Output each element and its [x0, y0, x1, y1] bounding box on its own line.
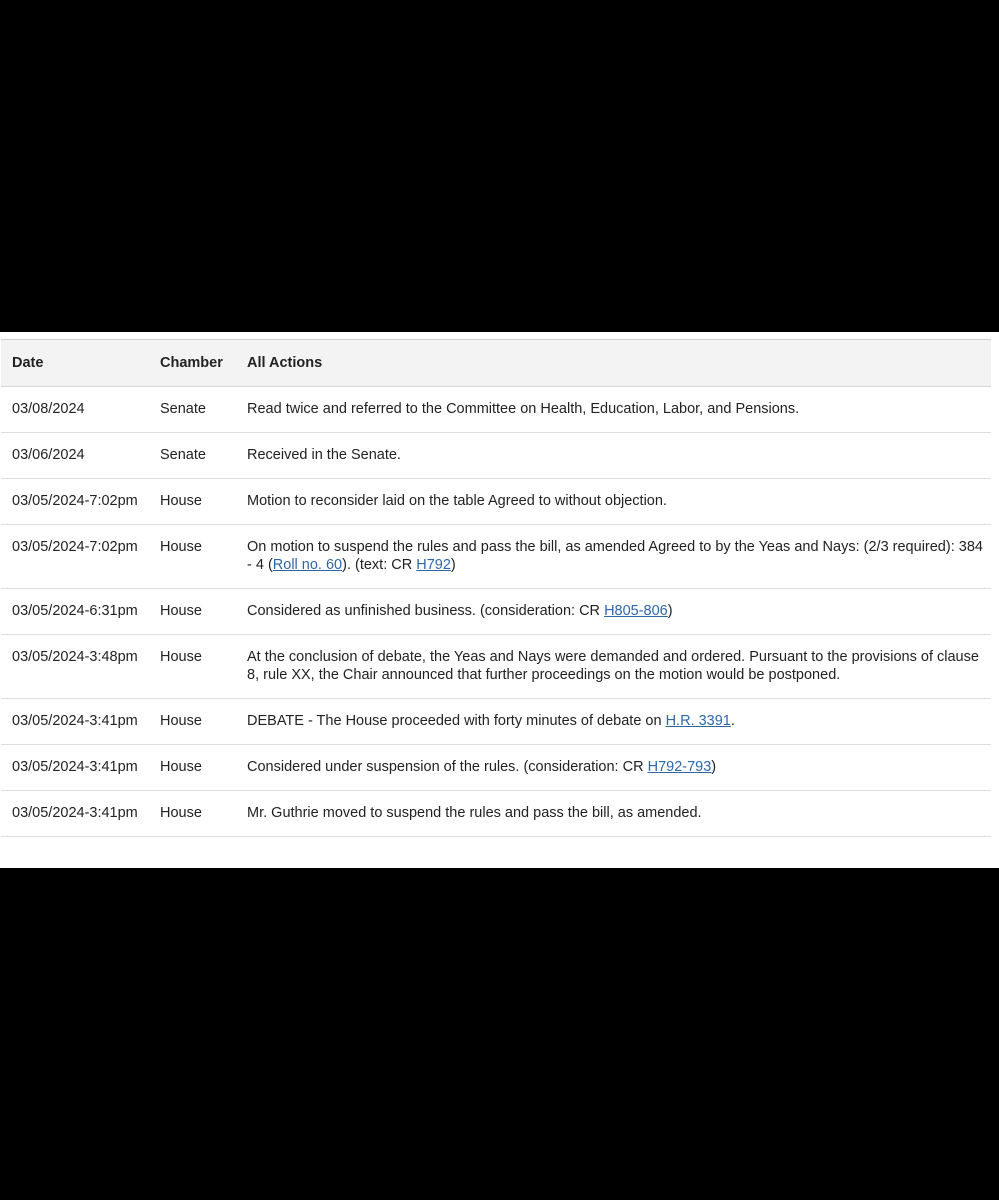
action-description-cell: [236, 387, 991, 433]
action-text: ). (text: CR: [342, 557, 417, 573]
action-description-cell: [236, 525, 991, 589]
action-date-cell: 03/05/2024-3:41pm: [1, 791, 149, 837]
action-text: Received in the Senate.: [247, 447, 401, 463]
action-text: Mr. Guthrie moved to suspend the rules and pass the bill, as amended.: [247, 805, 702, 821]
record-link[interactable]: H792: [416, 557, 451, 573]
action-description-cell: [236, 589, 991, 635]
action-description-cell: [236, 791, 991, 837]
action-date-cell: 03/05/2024-7:02pm: [1, 525, 149, 589]
record-link[interactable]: H.R. 3391: [665, 713, 731, 729]
action-date-cell: 03/05/2024-7:02pm: [1, 479, 149, 525]
chamber-cell: House: [149, 635, 236, 699]
action-text: Read twice and referred to the Committee on Health, Education, Labor, and Pensions.: [247, 401, 800, 417]
action-text: ): [450, 557, 456, 573]
chamber-cell: House: [149, 699, 236, 745]
table-row: [1, 433, 991, 479]
action-text: At the conclusion of debate, the Yeas and Nays were demanded and ordered. Pursuant to the provisions of clause 8, rule XX, the Chair announced that further proceedings on the motion would be postponed.: [247, 649, 979, 683]
action-date-cell: 03/05/2024-3:41pm: [1, 745, 149, 791]
action-date-cell: 03/05/2024-6:31pm: [1, 589, 149, 635]
table-row: [1, 791, 991, 837]
table-row: [1, 589, 991, 635]
action-description-cell: [236, 479, 991, 525]
table-row: [1, 699, 991, 745]
table-row: [1, 635, 991, 699]
action-date-cell: 03/05/2024-3:41pm: [1, 699, 149, 745]
action-text: .: [730, 713, 735, 729]
action-text: Considered as unfinished business. (consideration: CR: [247, 603, 605, 619]
action-description-cell: [236, 433, 991, 479]
action-date-cell: 03/05/2024-3:48pm: [1, 635, 149, 699]
actions-table: [1, 339, 991, 837]
chamber-cell: Senate: [149, 387, 236, 433]
chamber-column-header[interactable]: Chamber: [149, 340, 236, 387]
table-row: [1, 745, 991, 791]
record-link[interactable]: Roll no. 60: [272, 557, 343, 573]
record-link[interactable]: H792-793: [647, 759, 712, 775]
chamber-cell: House: [149, 791, 236, 837]
actions-panel: [0, 332, 999, 868]
action-text: On motion to suspend the rules and pass the bill, as amended Agreed to by the Yeas and Nays: (2/3 required): 384 - 4 (: [247, 539, 983, 573]
action-text: Motion to reconsider laid on the table Agreed to without objection.: [247, 493, 667, 509]
date-column-header[interactable]: Date: [1, 340, 149, 387]
record-link[interactable]: H805-806: [604, 603, 668, 619]
table-header-row: [1, 340, 991, 387]
chamber-cell: House: [149, 589, 236, 635]
action-text: Considered under suspension of the rules. (consideration: CR: [247, 759, 648, 775]
chamber-cell: House: [149, 479, 236, 525]
chamber-cell: House: [149, 745, 236, 791]
table-row: [1, 525, 991, 589]
action-description-cell: [236, 699, 991, 745]
action-text: ): [711, 759, 717, 775]
table-row: [1, 479, 991, 525]
action-text: ): [667, 603, 673, 619]
table-row: [1, 387, 991, 433]
chamber-cell: House: [149, 525, 236, 589]
action-description-cell: [236, 635, 991, 699]
actions-table-body: [1, 387, 991, 837]
action-description-cell: [236, 745, 991, 791]
action-date-cell: 03/06/2024: [1, 433, 149, 479]
action-date-cell: 03/08/2024: [1, 387, 149, 433]
actions-column-header[interactable]: All Actions: [236, 340, 991, 387]
chamber-cell: Senate: [149, 433, 236, 479]
action-text: DEBATE - The House proceeded with forty minutes of debate on: [247, 713, 666, 729]
